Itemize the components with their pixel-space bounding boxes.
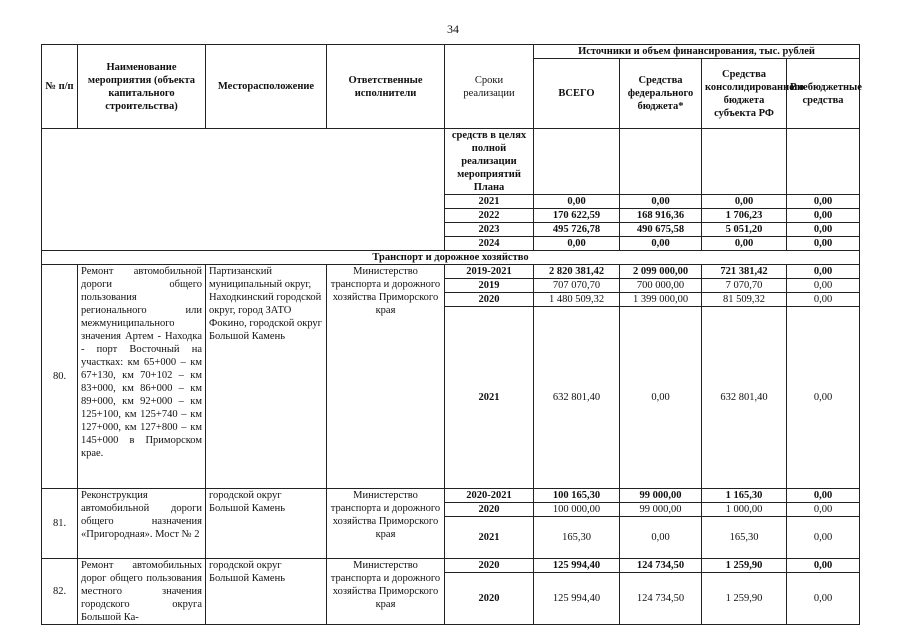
federal-cell: 124 734,50 — [620, 573, 702, 625]
offbudget-cell: 0,00 — [787, 489, 860, 503]
page-number: 34 — [447, 22, 459, 36]
carry-period-text: средств в целях полной реализации мероприятий Плана — [445, 129, 534, 195]
federal-cell: 124 734,50 — [620, 559, 702, 573]
item-location: Партизанский муниципальный округ, Находкинский городской округ, город ЗАТО Фокино, городской округ Большой Камень — [206, 265, 327, 489]
federal-cell: 0,00 — [620, 307, 702, 489]
item-name: Ремонт автомобильной дороги общего пользования регионального или межмуниципального значения Артем - Находка - порт Восточный на участках: км 65+000 – км 67+130, км 70+102 – км 83+000, км 86+000 – км 89+000, км 92+000 – км 125+100, км 125+740 – км 127+000, км 127+800 – км 145+000 в Приморском крае. — [78, 265, 206, 489]
regional-cell: 5 051,20 — [702, 223, 787, 237]
total-cell: 632 801,40 — [534, 307, 620, 489]
table-row — [42, 265, 860, 279]
offbudget-cell: 0,00 — [787, 307, 860, 489]
regional-cell: 1 259,90 — [702, 559, 787, 573]
regional-cell: 721 381,42 — [702, 265, 787, 279]
offbudget-cell: 0,00 — [787, 279, 860, 293]
header-total: ВСЕГО — [534, 59, 620, 129]
header-responsible: Ответственные исполнители — [327, 45, 445, 129]
period-cell: 2024 — [445, 237, 534, 251]
total-cell: 100 165,30 — [534, 489, 620, 503]
total-cell: 707 070,70 — [534, 279, 620, 293]
regional-cell: 1 259,90 — [702, 573, 787, 625]
header-period: Сроки реализации — [445, 45, 534, 129]
table-row — [42, 489, 860, 503]
offbudget-cell: 0,00 — [787, 265, 860, 279]
regional-cell: 1 000,00 — [702, 503, 787, 517]
item-location: городской округ Большой Камень — [206, 559, 327, 625]
offbudget-cell: 0,00 — [787, 293, 860, 307]
regional-cell: 0,00 — [702, 237, 787, 251]
item-number: 81. — [42, 489, 78, 559]
offbudget-cell: 0,00 — [787, 223, 860, 237]
item-responsible: Министерство транспорта и дорожного хозяйства Приморского края — [327, 265, 445, 489]
header-sources: Источники и объем финансирования, тыс. рублей — [534, 45, 860, 59]
federal-cell: 490 675,58 — [620, 223, 702, 237]
period-cell: 2019 — [445, 279, 534, 293]
total-cell: 2 820 381,42 — [534, 265, 620, 279]
header-regional: Средства консолидированного бюджета субъекта РФ — [702, 59, 787, 129]
total-cell: 495 726,78 — [534, 223, 620, 237]
item-name: Реконструкция автомобильной дороги общего назначения «Пригородная». Мост № 2 — [78, 489, 206, 559]
total-cell: 1 480 509,32 — [534, 293, 620, 307]
period-cell: 2020 — [445, 559, 534, 573]
total-cell: 0,00 — [534, 237, 620, 251]
federal-cell: 0,00 — [620, 195, 702, 209]
offbudget-cell: 0,00 — [787, 195, 860, 209]
regional-cell: 632 801,40 — [702, 307, 787, 489]
federal-cell: 168 916,36 — [620, 209, 702, 223]
section-title: Транспорт и дорожное хозяйство — [42, 251, 860, 265]
period-cell: 2021 — [445, 307, 534, 489]
item-number: 82. — [42, 559, 78, 625]
regional-cell: 1 706,23 — [702, 209, 787, 223]
period-cell: 2023 — [445, 223, 534, 237]
federal-cell: 0,00 — [620, 517, 702, 559]
regional-cell: 1 165,30 — [702, 489, 787, 503]
total-cell: 125 994,40 — [534, 573, 620, 625]
financing-table — [41, 44, 860, 625]
total-cell: 165,30 — [534, 517, 620, 559]
offbudget-cell: 0,00 — [787, 237, 860, 251]
regional-cell: 0,00 — [702, 195, 787, 209]
federal-cell: 1 399 000,00 — [620, 293, 702, 307]
total-cell: 0,00 — [534, 195, 620, 209]
offbudget-cell: 0,00 — [787, 517, 860, 559]
item-responsible: Министерство транспорта и дорожного хозяйства Приморского края — [327, 559, 445, 625]
federal-cell: 700 000,00 — [620, 279, 702, 293]
period-cell: 2022 — [445, 209, 534, 223]
table-row — [42, 559, 860, 573]
header-federal: Средства федерального бюджета* — [620, 59, 702, 129]
regional-cell: 165,30 — [702, 517, 787, 559]
federal-cell: 99 000,00 — [620, 503, 702, 517]
item-responsible: Министерство транспорта и дорожного хозяйства Приморского края — [327, 489, 445, 559]
period-cell: 2020 — [445, 573, 534, 625]
period-cell: 2021 — [445, 517, 534, 559]
federal-cell: 2 099 000,00 — [620, 265, 702, 279]
item-name: Ремонт автомобильных дорог общего пользования местного значения городского округа Большой Ка- — [78, 559, 206, 625]
header-num: № п/п — [42, 45, 78, 129]
total-cell: 170 622,59 — [534, 209, 620, 223]
regional-cell: 81 509,32 — [702, 293, 787, 307]
header-offbudget: Внебюджетные средства — [787, 59, 860, 129]
period-cell: 2020-2021 — [445, 489, 534, 503]
period-cell: 2020 — [445, 503, 534, 517]
offbudget-cell: 0,00 — [787, 503, 860, 517]
period-cell: 2019-2021 — [445, 265, 534, 279]
total-cell: 100 000,00 — [534, 503, 620, 517]
period-cell: 2021 — [445, 195, 534, 209]
offbudget-cell: 0,00 — [787, 209, 860, 223]
federal-cell: 99 000,00 — [620, 489, 702, 503]
regional-cell: 7 070,70 — [702, 279, 787, 293]
period-cell: 2020 — [445, 293, 534, 307]
offbudget-cell: 0,00 — [787, 573, 860, 625]
header-name: Наименование мероприятия (объекта капитального строительства) — [78, 45, 206, 129]
offbudget-cell: 0,00 — [787, 559, 860, 573]
header-location: Месторасположение — [206, 45, 327, 129]
federal-cell: 0,00 — [620, 237, 702, 251]
table-row — [42, 195, 860, 209]
item-number: 80. — [42, 265, 78, 489]
total-cell: 125 994,40 — [534, 559, 620, 573]
item-location: городской округ Большой Камень — [206, 489, 327, 559]
